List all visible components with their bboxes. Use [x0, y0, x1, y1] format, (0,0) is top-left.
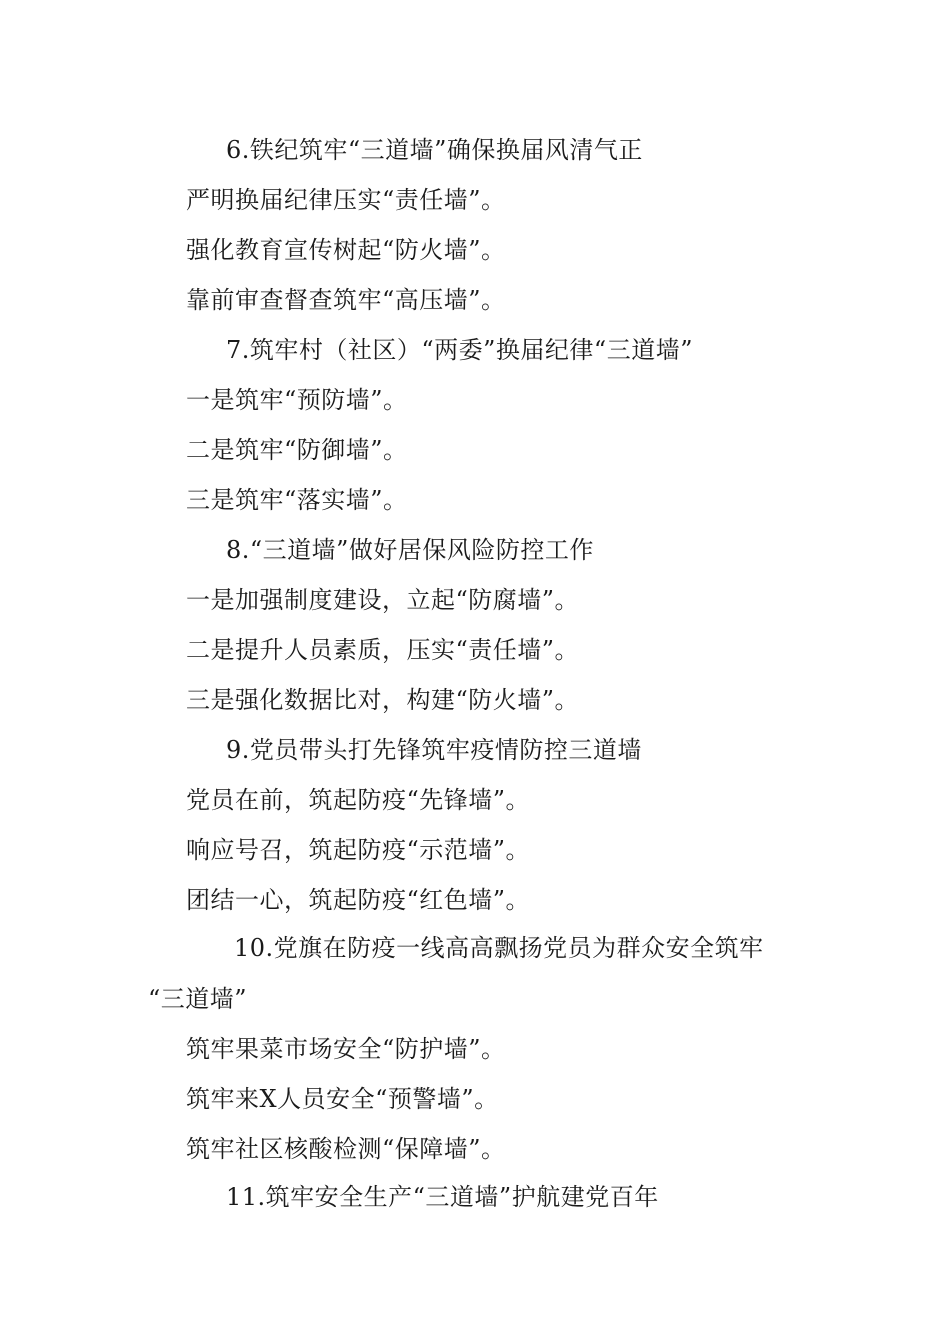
section-8-item-2: 二是提升人员素质，压实“责任墙”。 — [186, 636, 580, 664]
section-7-item-3: 三是筑牢“落实墙”。 — [186, 486, 408, 514]
section-10-heading: 10.党旗在防疫一线高高飘扬党员为群众安全筑牢 — [234, 934, 764, 962]
section-6-heading: 6.铁纪筑牢“三道墙”确保换届风清气正 — [226, 136, 643, 164]
section-6-item-3: 靠前审查督查筑牢“高压墙”。 — [186, 286, 506, 314]
section-8-item-1: 一是加强制度建设，立起“防腐墙”。 — [186, 586, 580, 614]
section-6-item-2: 强化教育宣传树起“防火墙”。 — [186, 236, 506, 264]
section-8-item-3: 三是强化数据比对，构建“防火墙”。 — [186, 686, 580, 714]
section-9-heading: 9.党员带头打先锋筑牢疫情防控三道墙 — [226, 736, 642, 764]
section-10-item-3: 筑牢社区核酸检测“保障墙”。 — [186, 1135, 506, 1163]
section-11-heading: 11.筑牢安全生产“三道墙”护航建党百年 — [226, 1183, 659, 1211]
section-6-item-1: 严明换届纪律压实“责任墙”。 — [186, 186, 506, 214]
section-10-item-1: 筑牢果菜市场安全“防护墙”。 — [186, 1035, 506, 1063]
section-10-item-2: 筑牢来X人员安全“预警墙”。 — [186, 1085, 499, 1113]
section-10-heading-continued: “三道墙” — [148, 985, 248, 1013]
section-9-item-3: 团结一心，筑起防疫“红色墙”。 — [186, 886, 531, 914]
section-7-item-2: 二是筑牢“防御墙”。 — [186, 436, 408, 464]
section-7-item-1: 一是筑牢“预防墙”。 — [186, 386, 408, 414]
section-9-item-1: 党员在前，筑起防疫“先锋墙”。 — [186, 786, 531, 814]
section-7-heading: 7.筑牢村（社区）“两委”换届纪律“三道墙” — [226, 336, 693, 364]
section-9-item-2: 响应号召，筑起防疫“示范墙”。 — [186, 836, 531, 864]
section-8-heading: 8.“三道墙”做好居保风险防控工作 — [226, 536, 594, 564]
